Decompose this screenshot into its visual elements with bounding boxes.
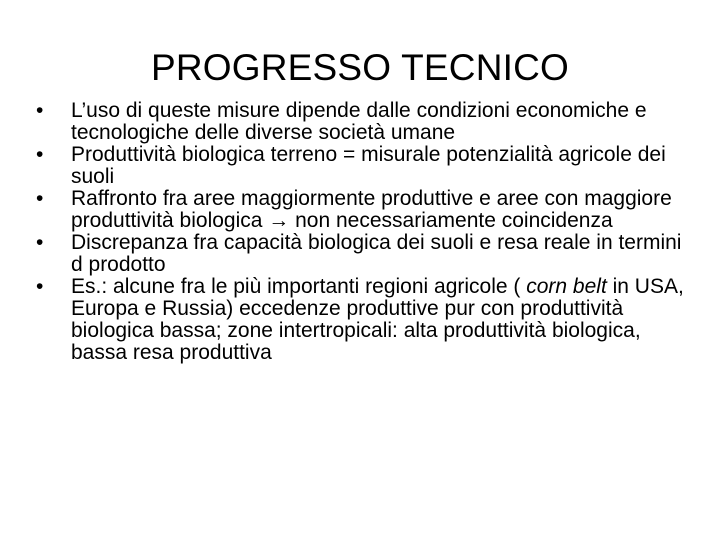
bullet-text	[71, 143, 666, 188]
bullet-item	[36, 100, 686, 144]
bullet-marker: •	[36, 187, 44, 210]
bullet-item	[36, 144, 686, 188]
bullet-text-segment: Raffronto fra aree maggiormente produttive e aree con maggiore produttività biologica → non necessariamente coincidenza	[71, 187, 672, 232]
bullet-item	[36, 232, 686, 276]
bullet-marker: •	[36, 99, 44, 122]
bullet-text-segment: Produttività biologica terreno = misurale potenzialità agricole dei suoli	[71, 143, 666, 188]
bullet-item	[36, 276, 686, 364]
bullet-text-segment: in USA, Europa e Russia) eccedenze produttive pur con produttività biologica bassa; zone intertropicali: alta produttività biologica, bassa resa produttiva	[71, 275, 684, 364]
bullet-list	[36, 100, 686, 364]
bullet-text	[71, 99, 647, 144]
bullet-text-italic: corn belt	[526, 275, 607, 298]
bullet-item	[36, 188, 686, 232]
slide-title: PROGRESSO TECNICO	[150, 47, 569, 88]
bullet-text-segment: Discrepanza fra capacità biologica dei suoli e resa reale in termini d prodotto	[71, 231, 682, 276]
bullet-text	[71, 187, 672, 232]
bullet-marker: •	[36, 275, 44, 298]
bullet-text-segment: Es.: alcune fra le più importanti regioni agricole (	[71, 275, 527, 298]
bullet-marker: •	[36, 231, 44, 254]
bullet-text	[71, 231, 681, 276]
bullet-marker: •	[36, 143, 44, 166]
bullet-text-segment: L’uso di queste misure dipende dalle condizioni economiche e tecnologiche delle diverse società umane	[71, 99, 647, 144]
bullet-text	[71, 275, 684, 364]
